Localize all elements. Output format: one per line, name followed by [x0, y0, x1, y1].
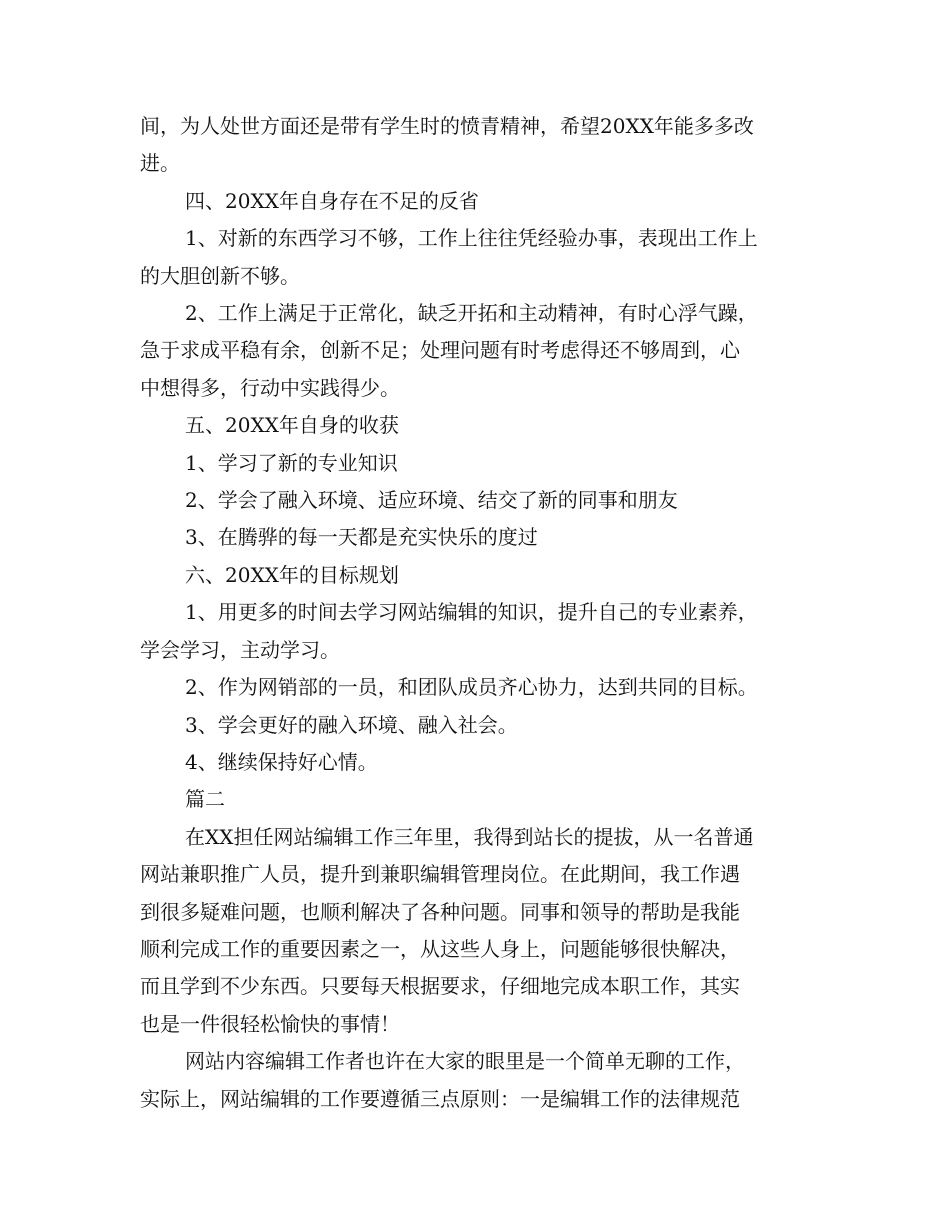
text-line: 实际上，网站编辑的工作要遵循三点原则：一是编辑工作的法律规范 — [140, 1086, 740, 1111]
text-line: 顺利完成工作的重要因素之一，从这些人身上，问题能够很快解决， — [140, 936, 740, 961]
section-heading: 四、20XX年自身存在不足的反省 — [185, 188, 479, 213]
text-line: 也是一件很轻松愉快的事情！ — [140, 1011, 400, 1036]
document-body — [140, 108, 800, 1118]
text-line: 网站兼职推广人员，提升到兼职编辑管理岗位。在此期间，我工作遇 — [140, 862, 740, 887]
text-line: 的大胆创新不够。 — [140, 263, 300, 288]
text-line: 网站内容编辑工作者也许在大家的眼里是一个简单无聊的工作， — [185, 1049, 745, 1074]
list-item: 1、用更多的时间去学习网站编辑的知识，提升自己的专业素养， — [185, 600, 758, 625]
section-heading: 六、20XX年的目标规划 — [185, 562, 399, 587]
section-heading: 五、20XX年自身的收获 — [185, 413, 399, 438]
text-line: 中想得多，行动中实践得少。 — [140, 375, 400, 400]
text-line: 1、对新的东西学习不够，工作上往往凭经验办事，表现出工作上 — [185, 226, 758, 251]
list-item: 2、作为网销部的一员，和团队成员齐心协力，达到共同的目标。 — [185, 675, 758, 700]
text-line: 在XX担任网站编辑工作三年里，我得到站长的提拔，从一名普通 — [185, 824, 754, 849]
text-line: 进。 — [140, 151, 180, 176]
list-item: 4、继续保持好心情。 — [185, 749, 378, 774]
text-line: 2、工作上满足于正常化，缺乏开拓和主动精神，有时心浮气躁， — [185, 301, 758, 326]
list-item: 3、在腾骅的每一天都是充实快乐的度过 — [185, 525, 538, 550]
list-item: 2、学会了融入环境、适应环境、结交了新的同事和朋友 — [185, 488, 678, 513]
text-line: 到很多疑难问题，也顺利解决了各种问题。同事和领导的帮助是我能 — [140, 899, 740, 924]
text-line: 而且学到不少东西。只要每天根据要求，仔细地完成本职工作，其实 — [140, 974, 740, 999]
list-item: 3、学会更好的融入环境、融入社会。 — [185, 712, 518, 737]
list-item: 1、学习了新的专业知识 — [185, 450, 398, 475]
text-line: 间，为人处世方面还是带有学生时的愤青精神，希望20XX年能多多改 — [140, 114, 754, 138]
text-line: 学会学习，主动学习。 — [140, 637, 340, 662]
section-heading: 篇二 — [185, 787, 225, 812]
text-line: 急于求成平稳有余，创新不足；处理问题有时考虑得还不够周到，心 — [140, 338, 740, 363]
